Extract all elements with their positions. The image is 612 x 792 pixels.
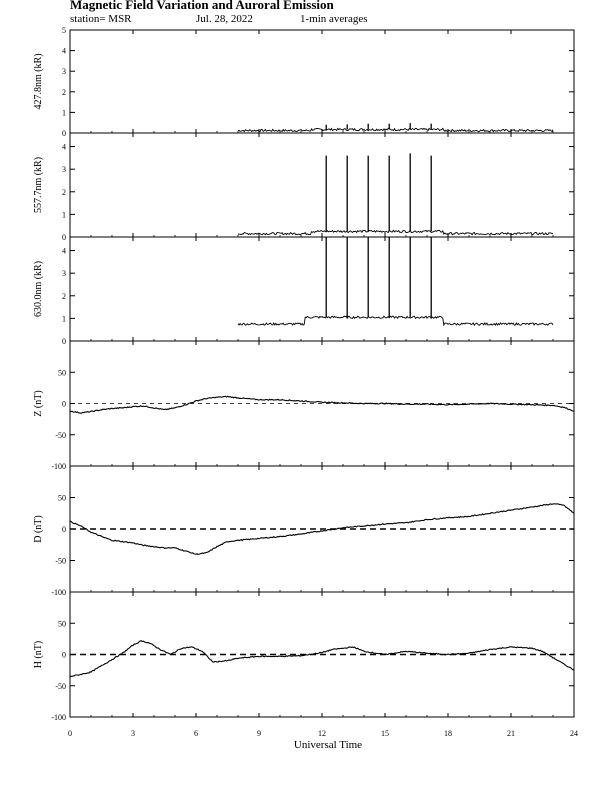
x-axis-label: Universal Time	[293, 739, 363, 751]
y-tick-label-630: 4	[62, 246, 66, 256]
y-tick-label-557: 3	[62, 165, 66, 175]
x-tick-label: 15	[381, 729, 389, 738]
y-tick-label-H: -100	[51, 713, 66, 722]
field-line-Z	[70, 396, 574, 413]
y-tick-label-557: 4	[62, 142, 66, 152]
y-tick-label-630: 1	[62, 314, 66, 324]
y-tick-label-Z: 0	[62, 399, 66, 409]
y-tick-label-557: 0	[62, 233, 66, 242]
x-tick-label: 6	[194, 729, 198, 738]
panel-frame-630	[70, 237, 574, 341]
y-tick-label-427: 3	[62, 67, 66, 77]
y-axis-label-427: 427.8nm (kR)	[33, 53, 44, 110]
emission-line-630	[238, 316, 553, 325]
y-tick-label-427: 2	[62, 87, 66, 97]
y-tick-label-D: -50	[55, 556, 66, 566]
emission-line-557	[238, 230, 553, 235]
x-tick-label: 18	[444, 729, 452, 738]
x-tick-label: 3	[131, 729, 135, 738]
y-axis-label-557: 557.7nm (kR)	[33, 156, 44, 214]
y-tick-label-557: 1	[62, 210, 66, 220]
panel-Z	[33, 341, 574, 471]
y-tick-label-427: 1	[62, 108, 66, 118]
x-tick-label: 0	[68, 729, 72, 738]
y-tick-label-D: 50	[58, 493, 66, 503]
chart-title: Magnetic Field Variation and Auroral Emission	[70, 0, 334, 12]
date-label: Jul. 28, 2022	[196, 13, 253, 25]
y-tick-label-Z: -100	[51, 462, 66, 471]
x-tick-label: 24	[570, 729, 578, 738]
y-tick-label-H: 50	[58, 619, 66, 629]
x-tick-label: 9	[257, 729, 261, 738]
panel-D	[33, 466, 574, 597]
y-tick-label-Z: 50	[58, 368, 66, 378]
y-axis-label-630: 630.0nm (kR)	[33, 260, 44, 318]
y-tick-label-Z: -50	[55, 430, 66, 440]
panel-H	[33, 592, 574, 722]
y-tick-label-630: 0	[62, 337, 66, 346]
y-tick-label-630: 3	[62, 269, 66, 279]
panel-630	[33, 237, 574, 346]
field-line-H	[70, 641, 574, 677]
panel-frame-427	[70, 30, 574, 133]
x-tick-label: 12	[318, 729, 326, 738]
averaging-label: 1-min averages	[300, 13, 368, 25]
y-tick-label-H: 0	[62, 650, 66, 660]
panel-427	[33, 26, 574, 138]
y-tick-label-427: 0	[62, 129, 66, 138]
y-tick-label-D: -100	[51, 588, 66, 597]
station-label: station= MSR	[70, 13, 132, 25]
y-tick-label-630: 2	[62, 291, 66, 301]
y-axis-label-Z: Z (nT)	[33, 390, 44, 417]
y-axis-label-H: H (nT)	[33, 640, 44, 669]
y-tick-label-427: 4	[62, 46, 66, 56]
panel-557	[33, 133, 574, 242]
y-axis-label-D: D (nT)	[33, 515, 44, 543]
y-tick-label-D: 0	[62, 525, 66, 534]
y-tick-label-H: -50	[55, 681, 66, 691]
emission-line-427	[238, 128, 553, 131]
y-tick-label-427: 5	[62, 26, 66, 35]
y-tick-label-557: 2	[62, 187, 66, 197]
x-tick-label: 21	[507, 729, 515, 738]
panel-frame-557	[70, 133, 574, 237]
